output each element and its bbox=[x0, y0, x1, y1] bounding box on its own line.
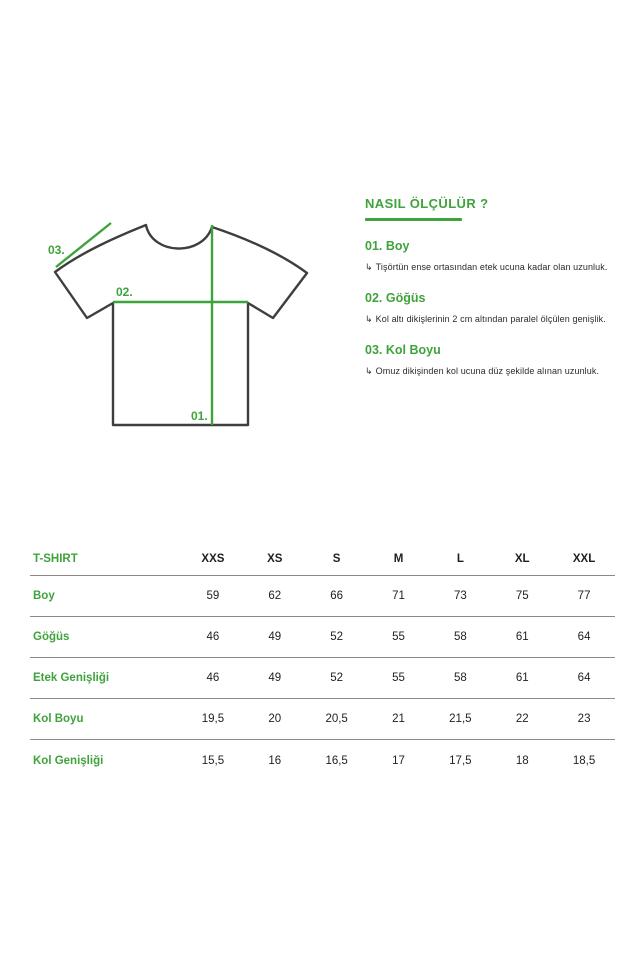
cell-value: 22 bbox=[515, 713, 529, 725]
instruction-item-chest bbox=[365, 291, 631, 325]
cell-value: 17,5 bbox=[449, 754, 472, 767]
cell-value: 58 bbox=[453, 631, 467, 643]
column-header-xs: XS bbox=[267, 553, 283, 565]
measure-instructions bbox=[365, 196, 631, 377]
cell-value: 75 bbox=[515, 590, 529, 602]
cell-value: 59 bbox=[206, 590, 220, 602]
cell-value: 15,5 bbox=[201, 754, 225, 767]
table-row-boy bbox=[30, 576, 615, 617]
column-header-s: S bbox=[332, 553, 341, 565]
cell-value: 46 bbox=[206, 672, 220, 684]
cell-value: 20,5 bbox=[325, 713, 348, 725]
cell-value: 62 bbox=[268, 590, 282, 602]
cell-value: 46 bbox=[206, 631, 220, 643]
return-arrow-icon: ↳ bbox=[365, 262, 373, 272]
product-label: T-SHIRT bbox=[33, 553, 78, 565]
instruction-item-sleeve bbox=[365, 343, 631, 377]
measure-label-sleeve: 03. bbox=[48, 243, 65, 257]
cell-value: 64 bbox=[577, 672, 591, 684]
cell-value: 55 bbox=[392, 672, 405, 684]
title-underline bbox=[365, 218, 462, 221]
return-arrow-icon: ↳ bbox=[365, 366, 373, 376]
row-label: Boy bbox=[33, 590, 55, 602]
column-header-l: L bbox=[456, 553, 464, 565]
instruction-description-text: Kol altı dikişlerinin 2 cm altından paralel ölçülen genişlik. bbox=[375, 314, 606, 324]
cell-value: 18,5 bbox=[572, 754, 596, 767]
table-header-row bbox=[30, 543, 615, 576]
cell-value: 17 bbox=[392, 754, 405, 767]
cell-value: 77 bbox=[577, 590, 591, 602]
instruction-description-text: Tişörtün ense ortasından etek ucuna kadar olan uzunluk. bbox=[375, 262, 608, 272]
cell-value: 16 bbox=[268, 754, 282, 767]
instruction-description bbox=[365, 262, 631, 273]
column-header-xxs: XXS bbox=[201, 553, 225, 565]
cell-value: 49 bbox=[268, 631, 282, 643]
cell-value: 21,5 bbox=[449, 713, 472, 725]
size-table bbox=[30, 543, 615, 781]
instruction-heading: 01. Boy bbox=[365, 239, 410, 253]
instruction-heading: 03. Kol Boyu bbox=[365, 343, 441, 357]
return-arrow-icon: ↳ bbox=[365, 314, 373, 324]
row-label: Göğüs bbox=[33, 631, 70, 643]
table-row-kol-boyu bbox=[30, 699, 615, 740]
cell-value: 55 bbox=[392, 631, 405, 643]
cell-value: 49 bbox=[268, 672, 282, 684]
cell-value: 61 bbox=[515, 631, 529, 643]
tshirt-illustration bbox=[40, 205, 335, 440]
row-label: Etek Genişliği bbox=[33, 672, 110, 684]
cell-value: 19,5 bbox=[201, 713, 225, 725]
cell-value: 66 bbox=[330, 590, 344, 602]
instruction-description bbox=[365, 314, 631, 325]
table-row-etek-genisligi bbox=[30, 658, 615, 699]
cell-value: 20 bbox=[268, 713, 282, 725]
instruction-description-text: Omuz dikişinden kol ucuna düz şekilde alınan uzunluk. bbox=[375, 366, 600, 376]
cell-value: 58 bbox=[453, 672, 467, 684]
cell-value: 64 bbox=[577, 631, 591, 643]
measure-label-chest: 02. bbox=[116, 285, 133, 299]
tshirt-diagram bbox=[40, 205, 335, 440]
instruction-item-length bbox=[365, 239, 631, 273]
column-header-xl: XL bbox=[514, 553, 530, 565]
cell-value: 16,5 bbox=[325, 754, 348, 767]
column-header-xxl: XXL bbox=[572, 553, 596, 565]
row-label: Kol Genişliği bbox=[33, 754, 104, 767]
column-header-m: M bbox=[393, 553, 404, 565]
tshirt-outline bbox=[55, 225, 307, 425]
table-row-gogus bbox=[30, 617, 615, 658]
cell-value: 73 bbox=[453, 590, 467, 602]
table-row-kol-genisligi bbox=[30, 740, 615, 781]
measure-label-length: 01. bbox=[191, 409, 208, 423]
instruction-heading: 02. Göğüs bbox=[365, 291, 426, 305]
instruction-description bbox=[365, 366, 631, 377]
cell-value: 18 bbox=[515, 754, 529, 767]
row-label: Kol Boyu bbox=[33, 713, 84, 725]
cell-value: 61 bbox=[515, 672, 529, 684]
cell-value: 21 bbox=[392, 713, 405, 725]
cell-value: 52 bbox=[330, 631, 344, 643]
cell-value: 52 bbox=[330, 672, 344, 684]
cell-value: 23 bbox=[577, 713, 591, 725]
cell-value: 71 bbox=[392, 590, 405, 602]
instructions-title: NASIL ÖLÇÜLÜR ? bbox=[365, 196, 489, 211]
